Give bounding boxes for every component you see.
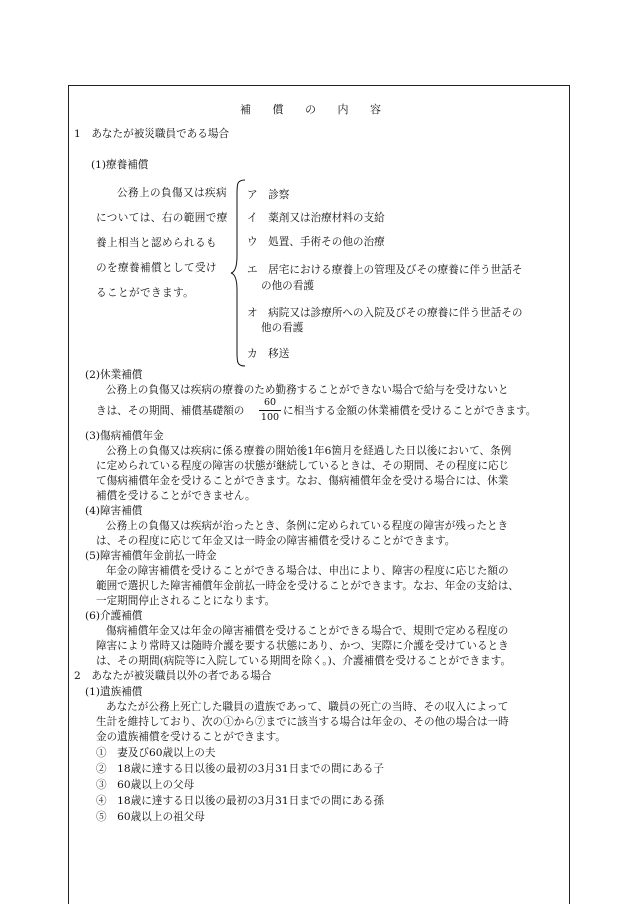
ryoyo-item-cont: の他の看護 — [261, 280, 314, 292]
izoku-line: 生計を維持しており、次の①から⑦までに該当する場合は年金の、その他の場合は一時 — [96, 716, 509, 728]
izoku-item: ② 18歳に達する日以後の最初の3月31日までの間にある子 — [96, 763, 384, 775]
nenkin-line: 補償を受けることができません。 — [96, 490, 256, 502]
ryoyo-left-line: ることができます。 — [96, 287, 195, 299]
kaigo-line: は、その期間(病院等に入院している期間を除く。)、介護補償を受けることができます。 — [96, 655, 512, 667]
kaigo-line: 障害により常時又は随時介護を要する状態にあり、かつ、実際に介護を受けているとき — [96, 640, 509, 652]
fraction-denominator: 100 — [260, 412, 280, 423]
izoku-item: ③ 60歳以上の父母 — [96, 779, 195, 791]
kyugyo-heading: (2)休業補償 — [85, 369, 143, 381]
shogai-line: は、その程度に応じて年金又は一時金の障害補償を受けることができます。 — [96, 535, 456, 547]
ryoyo-item: カ 移送 — [247, 348, 290, 360]
ryoyo-item-cont: 他の看護 — [261, 322, 304, 334]
kyugyo-line: 公務上の負傷又は疾病の療養のため勤務することができない場合で給与を受けないと — [106, 384, 509, 396]
izoku-heading: (1)遺族補償 — [85, 686, 143, 698]
maebarai-line: 一定期間停止されることになります。 — [96, 595, 276, 607]
izoku-item: ④ 18歳に達する日以後の最初の3月31日までの間にある孫 — [96, 795, 384, 807]
kyugyo-line: きは、その期間、補償基礎額の — [96, 405, 245, 417]
ryoyo-item: イ 薬剤又は治療材料の支給 — [247, 212, 385, 224]
izoku-item: ① 妻及び60歳以上の夫 — [96, 747, 216, 759]
section-2-heading: 2 あなたが被災職員以外の者である場合 — [74, 670, 272, 682]
brace-icon — [229, 178, 249, 368]
kaigo-line: 傷病補償年金又は年金の障害補償を受けることができる場合で、規則で定める程度の — [106, 625, 509, 637]
ryoyo-left-line: 養上相当と認められるも — [96, 237, 217, 249]
maebarai-line: 範囲で選択した障害補償年金前払一時金を受けることができます。なお、年金の支給は、 — [96, 580, 519, 592]
izoku-item: ⑤ 60歳以上の祖父母 — [96, 811, 205, 823]
ryoyo-heading: (1)療養補償 — [91, 159, 149, 171]
kyugyo-line: に相当する金額の休業補償を受けることができます。 — [283, 405, 537, 417]
ryoyo-item: ア 診察 — [247, 189, 290, 201]
izoku-line: あなたが公務上死亡した職員の遺族であって、職員の死亡の当時、その収入によって — [106, 701, 509, 713]
fraction-numerator: 60 — [263, 397, 277, 408]
ryoyo-item: エ 居宅における療養上の管理及びその療養に伴う世話そ — [247, 264, 523, 276]
fraction-bar — [259, 410, 281, 411]
ryoyo-left-line: のを療養補償として受け — [96, 262, 217, 274]
nenkin-line: 公務上の負傷又は疾病に係る療養の開始後1年6箇月を経過した日以後において、条例 — [106, 445, 512, 457]
nenkin-line: て傷病補償年金を受けることができます。なお、傷病補償年金を受ける場合には、休業 — [96, 475, 509, 487]
ryoyo-left-line: 公務上の負傷又は疾病 — [117, 187, 227, 199]
fraction — [259, 397, 281, 423]
ryoyo-item: オ 病院又は診療所への入院及びその療養に伴う世話その — [247, 307, 523, 319]
shogai-line: 公務上の負傷又は疾病が治ったとき、条例に定められている程度の障害が残ったとき — [106, 520, 509, 532]
kaigo-heading: (6)介護補償 — [85, 610, 143, 622]
izoku-line: 金の遺族補償を受けることができます。 — [96, 731, 286, 743]
ryoyo-item: ウ 処置、手術その他の治療 — [247, 236, 385, 248]
maebarai-line: 年金の障害補償を受けることができる場合は、申出により、障害の程度に応じた額の — [106, 565, 509, 577]
shogai-heading: (4)障害補償 — [85, 505, 143, 517]
nenkin-line: に定められている程度の障害の状態が継続しているときは、その期間、その程度に応じ — [96, 460, 510, 472]
ryoyo-left-line: については、右の範囲で療 — [96, 212, 228, 224]
nenkin-heading: (3)傷病補償年金 — [85, 430, 164, 442]
section-1-heading: 1 あなたが被災職員である場合 — [74, 128, 230, 140]
maebarai-heading: (5)障害補償年金前払一時金 — [85, 550, 217, 562]
page-title: 補 償 の 内 容 — [240, 103, 390, 116]
